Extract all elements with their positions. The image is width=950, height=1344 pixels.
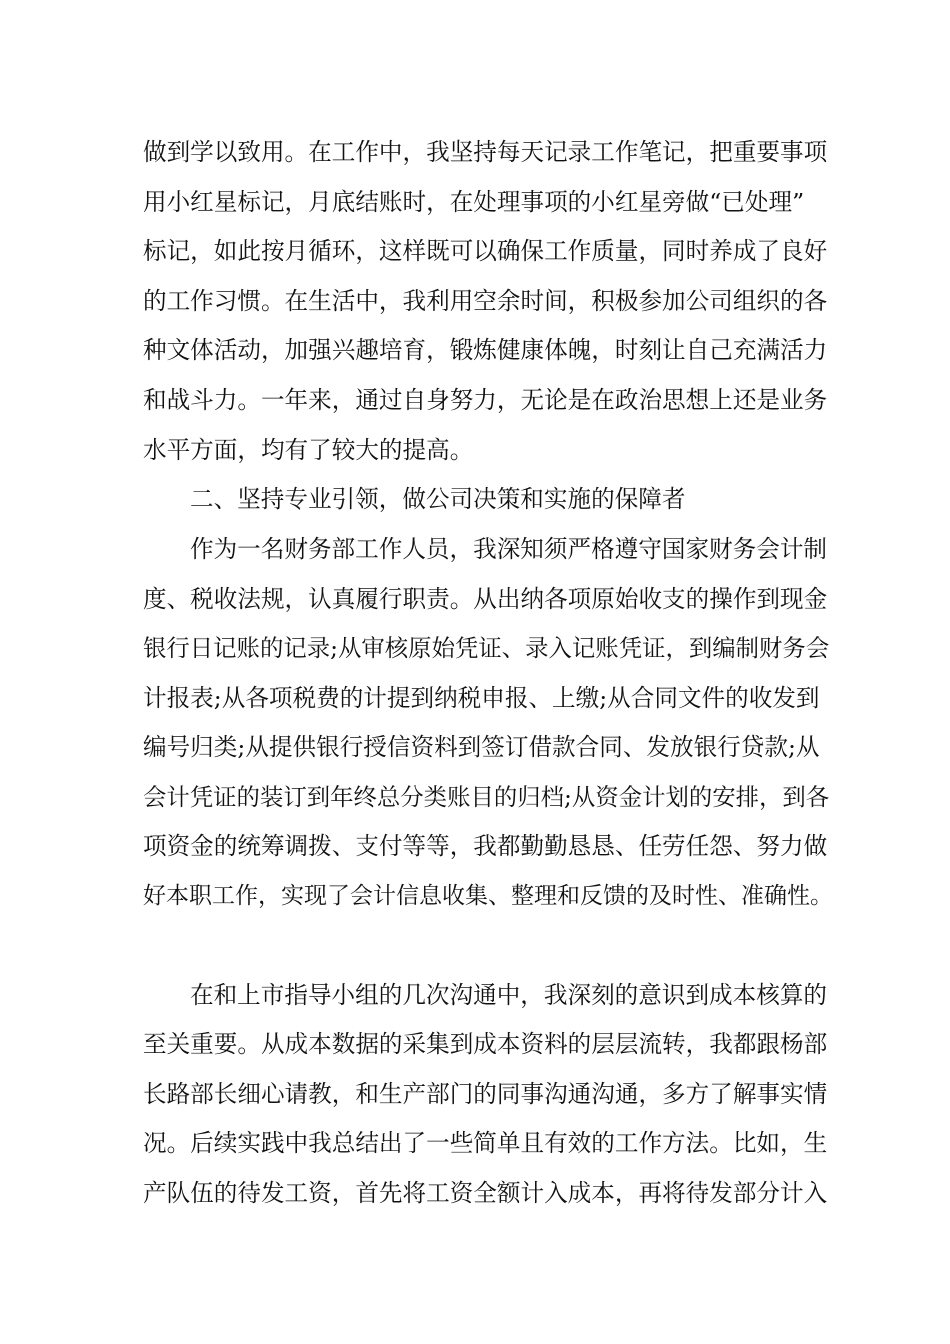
paragraph-line: 银行日记账的记录;从审核原始凭证、录入记账凭证，到编制财务会 xyxy=(143,634,830,662)
paragraph-line: 在和上市指导小组的几次沟通中，我深刻的意识到成本核算的 xyxy=(190,981,828,1009)
paragraph-line: 好本职工作，实现了会计信息收集、整理和反馈的及时性、准确性。 xyxy=(143,883,833,909)
paragraph-line: 作为一名财务部工作人员，我深知须严格遵守国家财务会计制 xyxy=(190,535,828,563)
paragraph-line: 编号归类;从提供银行授信资料到签订借款合同、发放银行贷款;从 xyxy=(143,733,820,761)
paragraph-line: 产队伍的待发工资，首先将工资全额计入成本，再将待发部分计入 xyxy=(143,1179,828,1207)
paragraph-line: 的工作习惯。在生活中，我利用空余时间，积极参加公司组织的各 xyxy=(143,287,828,315)
paragraph-line: 会计凭证的装订到年终总分类账目的归档;从资金计划的安排，到各 xyxy=(143,783,830,811)
paragraph-line: 水平方面，均有了较大的提高。 xyxy=(143,436,474,464)
section-heading: 二、坚持专业引领，做公司决策和实施的保障者 xyxy=(190,485,686,513)
paragraph-line: 用小红星标记，月底结账时，在处理事项的小红星旁做“已处理” xyxy=(143,188,805,216)
paragraph-line: 项资金的统筹调拨、支付等等，我都勤勤恳恳、任劳任怨、努力做 xyxy=(143,832,828,860)
paragraph-line: 长路部长细心请教，和生产部门的同事沟通沟通，多方了解事实情 xyxy=(143,1080,828,1108)
paragraph-line: 至关重要。从成本数据的采集到成本资料的层层流转，我都跟杨部 xyxy=(143,1030,828,1058)
paragraph-line: 况。后续实践中我总结出了一些简单且有效的工作方法。比如，生 xyxy=(143,1129,828,1157)
paragraph-line: 度、税收法规，认真履行职责。从出纳各项原始收支的操作到现金 xyxy=(143,585,828,613)
paragraph-line: 做到学以致用。在工作中，我坚持每天记录工作笔记，把重要事项 xyxy=(143,138,828,166)
paragraph-line: 计报表;从各项税费的计提到纳税申报、上缴;从合同文件的收发到 xyxy=(143,684,820,712)
paragraph-line: 种文体活动，加强兴趣培育，锻炼健康体魄，时刻让自己充满活力 xyxy=(143,336,828,364)
paragraph-line: 和战斗力。一年来，通过自身努力，无论是在政治思想上还是业务 xyxy=(143,386,828,414)
paragraph-line: 标记，如此按月循环，这样既可以确保工作质量，同时养成了良好 xyxy=(143,237,828,265)
